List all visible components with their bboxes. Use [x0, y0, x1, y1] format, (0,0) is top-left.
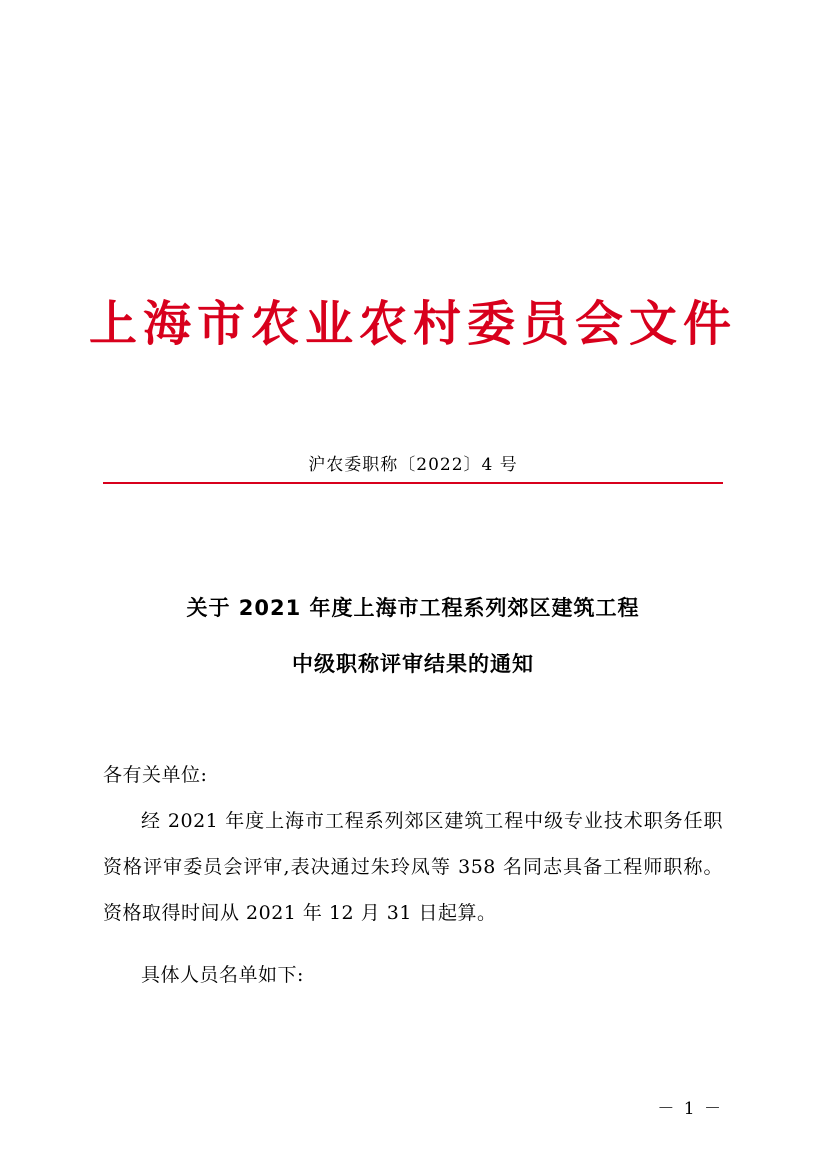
- paragraph-spacer: [103, 936, 723, 952]
- body-paragraph-2: 具体人员名单如下:: [141, 964, 304, 986]
- page-title-line-2: 中级职称评审结果的通知: [292, 652, 534, 676]
- page-title-line-1: 关于 2021 年度上海市工程系列郊区建筑工程: [186, 596, 640, 620]
- page-number: － 1 －: [657, 1099, 723, 1119]
- document-body: [103, 752, 723, 998]
- body-paragraph-1: 经 2021 年度上海市工程系列郊区建筑工程中级专业技术职务任职资格评审委员会评审,表决通过朱玲凤等 358 名同志具备工程师职称。资格取得时间从 2021 年 12 月 31 日起算。: [103, 810, 723, 924]
- page-title: [103, 580, 723, 692]
- masthead: [0, 296, 826, 354]
- salutation: 各有关单位:: [103, 764, 208, 786]
- red-divider-rule: [103, 482, 723, 484]
- document-number: 沪农委职称〔2022〕4 号: [308, 455, 518, 475]
- masthead-title: 上海市农业农村委员会文件: [88, 296, 737, 352]
